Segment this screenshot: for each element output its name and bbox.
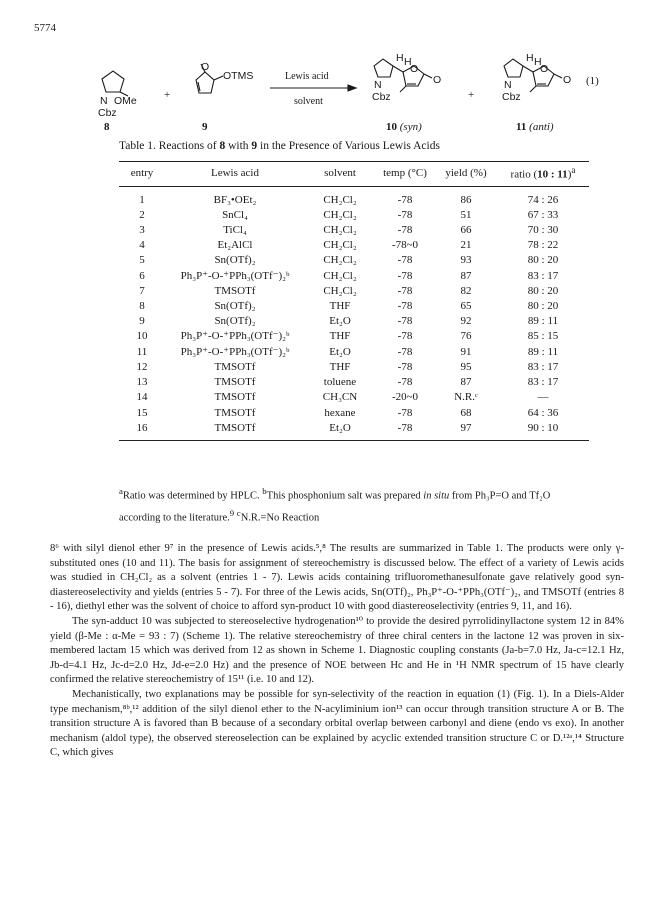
cell-lewis: TMSOTf [214,391,256,404]
product-10-number: 10 [386,121,397,133]
cell-ratio: 80 : 20 [527,254,559,267]
cell-lewis: Sn(OTf)₂ [214,300,256,313]
cell-temp: -78 [397,254,413,267]
compound-9-ring [196,72,214,93]
cell-solvent: Et₂O [329,315,351,328]
paragraph-2: The syn-adduct 10 was subjected to stereoselective hydrogenation¹⁰ to provide the desired pyrrolidinyllactone system 12 in 84% yield (β-Me : α-Me = 93 : 7) (Scheme 1). The relative stereochemistry of three chiral centers in the lactone 12 was proven in six-membered lactam 15 which was derived from 12 as shown in Scheme 1. Diagnostic coupling constants (Ja-b=7.0 Hz, Ja-c=12.1 Hz, Jb-d=4.1 Hz, Jc-d=2.0 Hz, Jd-e=2.0 Hz) and the presence of NOE between Hc and He in ¹H NMR spectrum of 15 have clearly confirmed the relative stereochemistry of 15¹¹ (i.e. 10 and 12). [50,615,624,686]
cell-temp: -78 [397,406,413,419]
table-caption-suffix: in the Presence of Various Lewis Acids [257,140,440,152]
table-row [119,253,589,268]
compound-8-nitrogen: N [100,95,108,107]
product-11-nitrogen: N [504,79,512,91]
product-11-stereo: (anti) [529,121,554,133]
product-10-stereo: (syn) [399,121,422,133]
compound-8-ring [102,71,124,92]
cell-entry: 3 [139,224,145,237]
header-ratio-footnote-mark: a [571,165,576,175]
cell-temp: -78 [397,224,413,237]
product-11-label [516,121,554,133]
product-10-pyrrolidine [374,59,393,77]
equation-number: (1) [586,75,599,87]
cell-solvent: Et₂O [329,345,351,358]
product-11-carbonyl-oxygen: O [563,74,572,86]
footnote-b-italic: in situ [423,490,450,502]
cell-entry: 11 [136,345,148,358]
header-ratio [497,162,589,187]
cell-lewis: TMSOTf [214,376,256,389]
cell-entry: 16 [119,421,165,441]
cell-solvent: THF [329,300,351,313]
cell-temp: -78 [397,208,413,221]
body-text [50,542,624,761]
product-10-link-bond [393,66,403,72]
cell-yield: 95 [460,360,472,373]
product-10-protecting-group: Cbz [372,91,391,103]
cell-entry: 1 [139,193,145,206]
cell-lewis: TiCl₄ [223,224,247,237]
cell-temp: -78~0 [391,239,419,252]
cell-entry: 2 [139,208,145,221]
cell-lewis: Ph₃P⁺-O-⁺PPh₃(OTf⁻)₂ᵇ [180,269,290,282]
footnote-a-text: Ratio was determined by HPLC. [122,490,260,502]
scheme-plus-2: + [468,89,475,101]
product-11-number: 11 [516,121,527,133]
footnote-c-text: N.R.=No Reaction [240,512,320,523]
table-row [119,421,589,441]
header-ratio-compounds: 10 : 11 [537,168,568,181]
cell-solvent: CH₂Cl₂ [323,284,357,297]
header-ratio-prefix: ratio ( [510,168,538,181]
table-row [119,390,589,405]
cell-entry: 12 [136,360,148,373]
footnote-c-mark: c [236,507,241,518]
table-row [119,186,589,208]
table-row [119,269,589,284]
product-10-carbonyl-oxygen: O [433,74,442,86]
cell-temp: -78 [397,315,413,328]
cell-yield: 91 [460,345,472,358]
cell-lewis: SnCl₄ [222,208,248,221]
table-row [119,223,589,238]
cell-ratio: 74 : 26 [527,193,559,206]
cell-temp: -78 [397,284,413,297]
product-10-carbonyl [424,74,432,78]
cell-yield: 82 [460,284,472,297]
product-11-methyl-bond [530,86,536,92]
reaction-condition: solvent [294,96,323,107]
cell-solvent: CH₂Cl₂ [323,193,357,206]
cell-solvent: CH₂Cl₂ [323,208,357,221]
table-caption-compound-1: 8 [219,140,226,152]
cell-yield: 86 [460,193,472,206]
cell-ratio: 64 : 36 [527,406,559,419]
cell-yield: 66 [460,224,472,237]
table-caption-mid: with [225,140,252,152]
product-10-methyl-bond [400,86,406,92]
cell-solvent: CH₂Cl₂ [323,269,357,282]
reaction-arrow-head [348,85,356,91]
cell-entry: 13 [136,376,148,389]
product-10-h-label: H [396,52,404,64]
cell-temp: -78 [397,193,413,206]
cell-yield: N.R.ᶜ [454,391,478,404]
table-header-row [119,162,589,187]
product-10-nitrogen: N [374,79,382,91]
product-11-carbonyl [554,74,562,78]
product-10-label [386,121,422,133]
compound-9-substituent: OTMS [223,70,254,82]
cell-ratio: 80 : 20 [527,284,559,297]
cell-entry: 8 [139,300,145,313]
cell-lewis: BF₃•OEt₂ [213,193,257,206]
cell-ratio: 67 : 33 [527,208,559,221]
cell-solvent: hexane [324,406,356,419]
footnote-b-mark: b [262,486,267,496]
cell-temp: -78 [397,360,413,373]
compound-9-oxygen: O [201,61,210,73]
cell-ratio: 83 : 17 [527,360,559,373]
cell-yield: 92 [460,315,472,328]
cell-temp: -78 [397,269,413,282]
cell-temp: -78 [397,330,413,343]
product-11-protecting-group: Cbz [502,91,521,103]
cell-yield: 65 [460,300,472,313]
product-11-h2-label: H [534,56,542,68]
compound-8-substituent: OMe [114,95,137,107]
results-table [119,161,589,441]
cell-temp: -20~0 [391,391,419,404]
cell-solvent: THF [329,360,351,373]
cell-yield: 87 [460,376,472,389]
table-row [119,406,589,421]
cell-entry: 4 [139,239,145,252]
compound-9-otms-bond [214,76,223,80]
cell-ratio: — [537,391,549,404]
paragraph-1: 8⁶ with silyl dienol ether 9⁷ in the presence of Lewis acids.⁵,⁸ The results are summarized in Table 1. The products were only γ-substituted ones (10 and 11). The basis for assignment of stereochemistry is discussed below. The effect of a variety of Lewis acids was studied in CH₂Cl₂ as a solvent (entries 1 - 7). Lewis acids containing trifluoromethanesulfonate gave relatively good syn-diastereoselectivity and yields (entries 5 - 7). For three of the Lewis acids, Sn(OTf)₂, Ph₃P⁺-O-⁺PPh₃(OTf⁻)₂, and TMSOTf (entries 8 - 16), diethyl ether was the solvent of choice to afford syn-product 10 with good diastereoselectivity (entries 9, 11, and 16). [50,543,624,613]
header-solvent: solvent [305,162,375,187]
table-row [119,284,589,299]
cell-yield: 93 [460,254,472,267]
product-11-ring-oxygen: O [540,63,549,75]
paragraph-3: Mechanistically, two explanations may be possible for syn-selectivity of the reaction in equation (1) (Fig. 1). In a Diels-Alder type mechanism,⁸ᵇ,¹² addition of the silyl dienol ether to the N-acyliminium ion¹³ can occur through transition structure A or B. The transition structure A is favored than B because of a secondary orbital overlap between carbonyl and diene (endo vs exo). In another mechanism (aldol type), the observed stereoselection can be explained by acyclic extended transition structure C or D.¹²ᵃ,¹⁴ Structure C, which gives [50,688,624,759]
table-caption-compound-2: 9 [251,140,258,152]
product-11-pyrrolidine [504,59,523,77]
footnote-a-mark: a [119,486,123,496]
cell-ratio: 89 : 11 [527,345,559,358]
cell-solvent: CH₃CN [322,391,358,404]
cell-ratio: 89 : 11 [527,315,559,328]
product-11-h-label: H [526,52,534,64]
cell-ratio: 90 : 10 [497,421,589,441]
cell-lewis: Et₂AlCl [217,239,253,252]
table-row [119,345,589,360]
cell-entry: 7 [139,284,145,297]
product-11-link-bond [523,66,533,72]
cell-entry: 5 [139,254,145,267]
scheme-plus-1: + [164,89,171,101]
cell-ratio: 80 : 20 [527,300,559,313]
cell-lewis: TMSOTf [214,406,256,419]
cell-yield: 51 [460,208,472,221]
header-temp: temp (°C) [375,162,435,187]
header-lewis-acid: Lewis acid [165,162,305,187]
table-footnotes [119,483,589,526]
header-ratio-suffix: ) [567,168,572,181]
table-body [119,186,589,440]
compound-8-protecting-group: Cbz [98,107,117,119]
cell-lewis: TMSOTf [165,421,305,441]
reaction-scheme [80,48,620,140]
cell-lewis: Sn(OTf)₂ [214,254,256,267]
cell-yield: 76 [460,330,472,343]
table-row [119,314,589,329]
footnote-b-reference: 9 [229,507,235,518]
compound-9-label: 9 [202,121,208,133]
cell-solvent: CH₂Cl₂ [323,224,357,237]
table-row [119,375,589,390]
cell-lewis: TMSOTf [214,284,256,297]
cell-solvent: CH₂Cl₂ [323,254,357,267]
cell-entry: 9 [139,315,145,328]
table-caption [119,140,440,152]
cell-solvent: Et₂O [305,421,375,441]
reaction-reagent: Lewis acid [285,71,329,82]
cell-yield: 68 [460,406,472,419]
cell-solvent: THF [329,330,351,343]
table-row [119,360,589,375]
cell-ratio: 83 : 17 [527,269,559,282]
reaction-scheme-drawing [80,48,620,140]
table-row [119,208,589,223]
table-row [119,238,589,253]
page-number: 5774 [34,22,56,34]
product-10-ring-oxygen: O [410,63,419,75]
cell-yield: 21 [460,239,472,252]
table-row [119,299,589,314]
cell-entry: 14 [136,391,148,404]
header-yield: yield (%) [435,162,497,187]
cell-solvent: CH₂Cl₂ [323,239,357,252]
cell-temp: -78 [397,345,413,358]
cell-lewis: Sn(OTf)₂ [214,315,256,328]
cell-temp: -78 [375,421,435,441]
cell-lewis: TMSOTf [214,360,256,373]
cell-lewis: Ph₃P⁺-O-⁺PPh₃(OTf⁻)₂ᵇ [180,330,290,343]
cell-ratio: 83 : 17 [527,376,559,389]
cell-temp: -78 [397,300,413,313]
footnote-b-text-2: from Ph₃P=O and Tf₂O according to the literature. [119,490,551,523]
cell-ratio: 78 : 22 [527,239,559,252]
cell-ratio: 85 : 15 [527,330,559,343]
cell-lewis: Ph₃P⁺-O-⁺PPh₃(OTf⁻)₂ᵇ [180,345,290,358]
cell-temp: -78 [397,376,413,389]
header-entry: entry [119,162,165,187]
table-caption-prefix: Table 1. Reactions of [119,140,220,152]
product-10-h2-label: H [404,56,412,68]
compound-8-label: 8 [104,121,110,133]
cell-yield: 97 [435,421,497,441]
cell-solvent: toluene [323,376,357,389]
footnote-b-text: This phosphonium salt was prepared [266,490,424,502]
cell-entry: 6 [139,269,145,282]
cell-ratio: 70 : 30 [527,224,559,237]
cell-entry: 15 [136,406,148,419]
table-row [119,329,589,344]
cell-yield: 87 [460,269,472,282]
cell-entry: 10 [136,330,148,343]
